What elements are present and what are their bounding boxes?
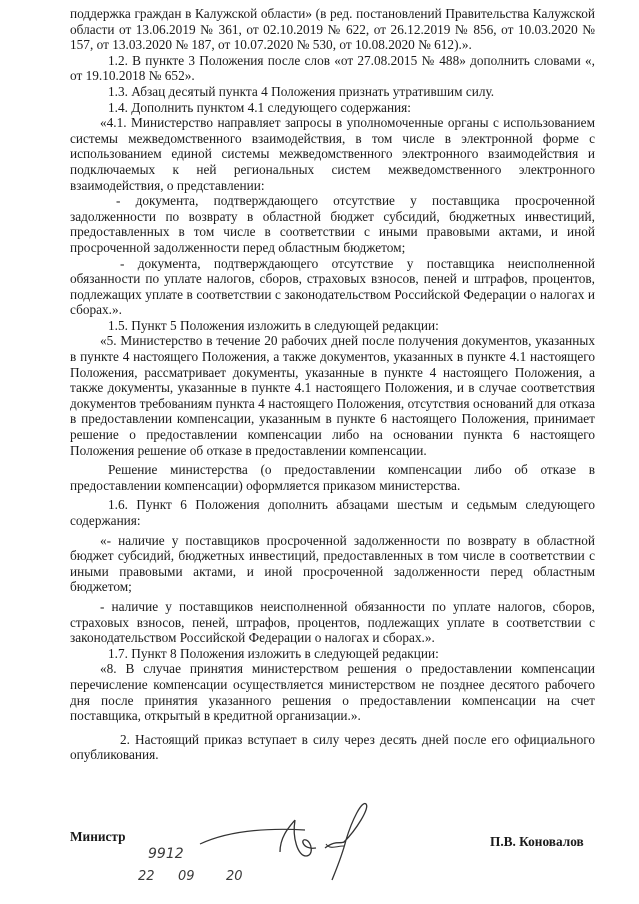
handwritten-number: 9912 (148, 846, 184, 862)
paragraph-1-2: 1.2. В пункте 3 Положения после слов «от 27.08.2015 № 488» дополнить словами «, от 19.10.2018 № 652». (70, 52, 595, 84)
paragraph-1-1-continuation: поддержка граждан в Калужской области» (в ред. постановлений Правительства Калужской области от 13.06.2019 № 361, от 02.10.2019 № 622, от 26.12.2019 № 856, от 10.03.2020 № 157, от 13.03.2020 № 187, от 10.07.2020 № 530, от 10.08.2020 № 612).». (70, 6, 595, 53)
document-body (70, 6, 595, 763)
handwritten-year: 20 (226, 869, 243, 884)
paragraph-5: «5. Министерство в течение 20 рабочих дней после получения документов, указанных в пункте 4 настоящего Положения, а также документов, указанных в пункте 4.1 настоящего Положения, рассматривает документы, указанные в пункте 4 настоящего Положения, а также документы, указанные в пункте 4.1 настоящего Положения, и в случае соответствия документов требованиям пункта 4 настоящего Положения, отсутствия оснований для отказа в предоставлении компенсации, указанным в пункте 6 настоящего Положения, принимает решение о предоставлении компенсации либо на основании пункта 6 настоящего Положения решение об отказе в предоставлении компенсации. (70, 333, 595, 458)
paragraph-1-6: 1.6. Пункт 6 Положения дополнить абзацами шестым и седьмым следующего содержания: (70, 497, 595, 528)
paragraph-8: «8. В случае принятия министерством решения о предоставлении компенсации перечисление компенсации осуществляется министерством не позднее десятого рабочего дня после принятия указанного решения о предоставлении компенсации на счет поставщика, открытый в кредитной организации.». (70, 661, 595, 724)
signer-name: П.В. Коновалов (490, 834, 584, 849)
handwritten-signature (130, 800, 390, 890)
paragraph-4-1-item-1: - документа, подтверждающего отсутствие у поставщика просроченной задолженности по возврату в областной бюджет субсидий, бюджетных инвестиций, предоставленных в том числе в соответствии с иными правовыми актами, и иной просроченной задолженности перед областным бюджетом; (70, 193, 595, 255)
signer-title: Министр (70, 829, 126, 844)
paragraph-6-item-6: «- наличие у поставщиков просроченной задолженности по возврату в областной бюджет субсидий, бюджетных инвестиций, предоставленных в том числе в соответствии с иными правовыми актами, и иной просроченной задолженности перед областным бюджетом; (70, 532, 595, 595)
handwritten-month: 09 (178, 869, 195, 884)
paragraph-1-5: 1.5. Пункт 5 Положения изложить в следующей редакции: (108, 317, 439, 333)
paragraph-4-1-item-2: - документа, подтверждающего отсутствие у поставщика неисполненной обязанности по уплате налогов, сборов, страховых взносов, пеней и штрафов, процентов, подлежащих уплате в соответствии с законодательством Российской Федерации о налогах и сборах.». (70, 255, 595, 318)
paragraph-5-decision: Решение министерства (о предоставлении компенсации либо об отказе в предоставлении компенсации) оформляется приказом министерства. (70, 462, 595, 493)
paragraph-1-7: 1.7. Пункт 8 Положения изложить в следующей редакции: (108, 645, 439, 661)
paragraph-6-item-7: - наличие у поставщиков неисполненной обязанности по уплате налогов, сборов, страховых взносов, пеней, штрафов, процентов, подлежащих уплате в соответствии с законодательством Российской Федерации о налогах и сборах.». (70, 598, 595, 646)
paragraph-2: 2. Настоящий приказ вступает в силу через десять дней после его официального опубликования. (70, 731, 595, 763)
paragraph-1-3: 1.3. Абзац десятый пункта 4 Положения признать утратившим силу. (108, 83, 495, 99)
paragraph-1-4: 1.4. Дополнить пунктом 4.1 следующего содержания: (108, 99, 411, 115)
paragraph-4-1: «4.1. Министерство направляет запросы в уполномоченные органы с использованием системы межведомственного взаимодействия, в том числе в электронной форме с использованием единой системы межведомственного электронного взаимодействия и подключаемых к ней региональных систем межведомственного электронного взаимодействия, о представлении: (70, 115, 595, 193)
handwritten-day: 22 (138, 869, 155, 884)
